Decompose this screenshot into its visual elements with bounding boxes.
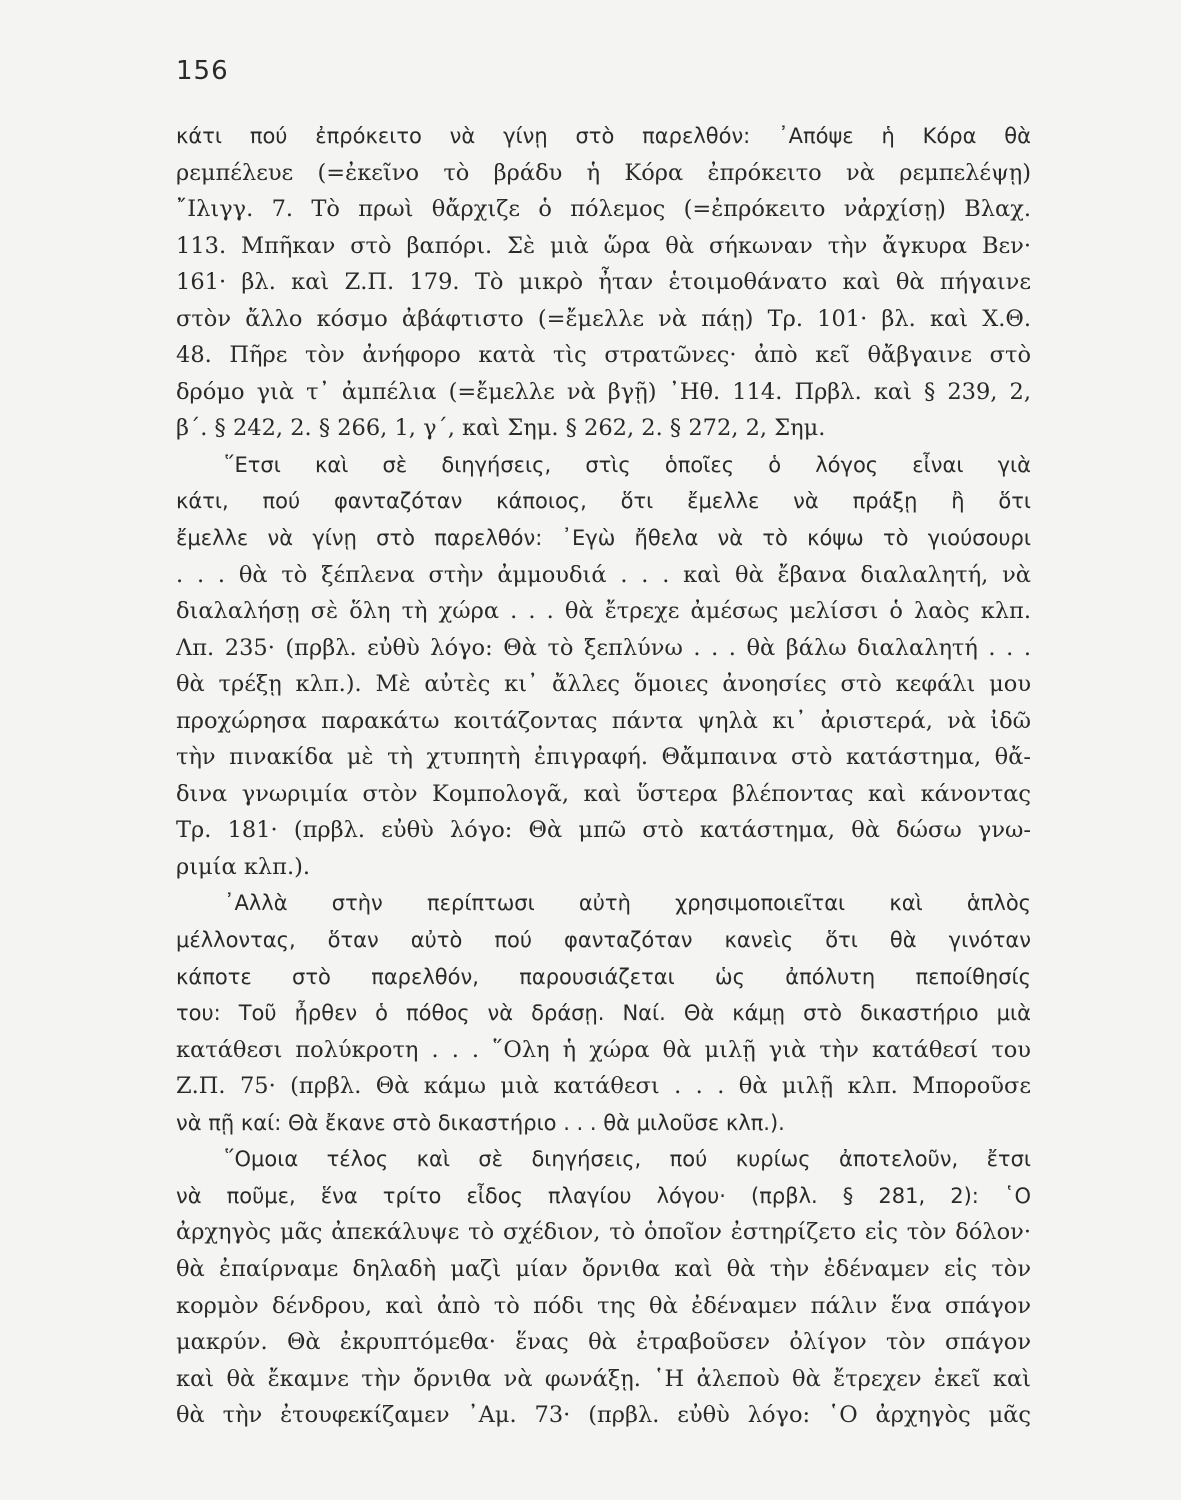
text-line: κάτι, πού φανταζόταν κάποιος, ὅτι ἔμελλε νὰ πράξῃ ἢ ὅτι xyxy=(176,489,1031,514)
text-line: ῎Ιλιγγ. 7. Τὸ πρωὶ θἄρχιζε ὁ πόλεμος (=ἐπρόκειτο νἀρχίσῃ) Βλαχ. xyxy=(176,196,1031,223)
text-line: στὸν ἄλλο κόσμο ἀβάφτιστο (=ἔμελλε νὰ πάῃ) Τρ. 101· βλ. καὶ Χ.Θ. xyxy=(176,305,1031,332)
text-line: 48. Πῆρε τὸν ἀνήφορο κατὰ τὶς στρατῶνες· ἀπὸ κεῖ θἄβγαινε στὸ xyxy=(176,342,1031,369)
text-line: Λπ. 235· (πρβλ. εὐθὺ λόγο: Θὰ τὸ ξεπλύνω . . . θὰ βάλω διαλαλητή . . . xyxy=(176,634,1031,661)
text-line: Τρ. 181· (πρβλ. εὐθὺ λόγο: Θὰ μπῶ στὸ κατάστημα, θὰ δώσω γνω- xyxy=(176,817,1031,844)
text-line: . . . θὰ τὸ ξέπλενα στὴν ἀμμουδιά . . . καὶ θὰ ἔβανα διαλαλητή, νὰ xyxy=(176,561,1031,588)
text-line: β΄. § 242, 2. § 266, 1, γ΄, καὶ Σημ. § 262, 2. § 272, 2, Σημ. xyxy=(176,415,826,442)
text-line: θὰ ἐπαίρναμε δηλαδὴ μαζὶ μίαν ὄρνιθα καὶ θὰ τὴν ἐδέναμεν εἰς τὸν xyxy=(176,1255,1031,1282)
text-line: ῞Ομοια τέλος καὶ σὲ διηγήσεις, πού κυρίως ἀποτελοῦν, ἔτσι xyxy=(224,1147,1031,1172)
text-line: θὰ τρέξῃ κλπ.). Μὲ αὐτὲς κι᾿ ἄλλες ὅμοιες ἀνοησίες στὸ κεφάλι μου xyxy=(176,671,1031,698)
text-line: ριμία κλπ.). xyxy=(176,853,311,880)
text-line: ἀρχηγὸς μᾶς ἀπεκάλυψε τὸ σχέδιον, τὸ ὁποῖον ἐστηρίζετο εἰς τὸν δόλον· xyxy=(176,1219,1031,1246)
text-line: κατάθεσι πολύκροτη . . . ῞Ολη ἡ χώρα θὰ μιλῇ γιὰ τὴν κατάθεσί του xyxy=(176,1036,1031,1063)
text-line: θὰ τὴν ἐτουφεκίζαμεν ᾿Αμ. 73· (πρβλ. εὐθὺ λόγο: ῾Ο ἀρχηγὸς μᾶς xyxy=(176,1402,1031,1429)
text-line: ῞Ετσι καὶ σὲ διηγήσεις, στὶς ὁποῖες ὁ λόγος εἶναι γιὰ xyxy=(224,452,1031,477)
text-line: διαλαλήσῃ σὲ ὅλη τὴ χώρα . . . θὰ ἔτρεχε ἀμέσως μελίσσι ὁ λαὸς κλπ. xyxy=(176,598,1031,625)
text-line: ἔμελλε νὰ γίνῃ στὸ παρελθόν: ᾿Εγὼ ἤθελα νὰ τὸ κόψω τὸ γιούσουρι xyxy=(176,526,1031,551)
text-line: τὴν πινακίδα μὲ τὴ χτυπητὴ ἐπιγραφή. Θἄμπαινα στὸ κατάστημα, θἄ- xyxy=(176,744,1031,771)
text-line: δρόμο γιὰ τ᾿ ἀμπέλια (=ἔμελλε νὰ βγῇ) ᾿Ηθ. 114. Πρβλ. καὶ § 239, 2, xyxy=(176,378,1031,405)
text-line: προχώρησα παρακάτω κοιτάζοντας πάντα ψηλὰ κι᾿ ἀριστερά, νὰ ἰδῶ xyxy=(176,707,1031,734)
text-body xyxy=(176,118,1031,1434)
text-line: νὰ ποῦμε, ἕνα τρίτο εἶδος πλαγίου λόγου· (πρβλ. § 281, 2): ῾Ο xyxy=(176,1183,1031,1208)
text-line: του: Τοῦ ἦρθεν ὁ πόθος νὰ δράσῃ. Ναί. Θὰ κάμῃ στὸ δικαστήριο μιὰ xyxy=(176,1001,1031,1026)
text-line: 113. Μπῆκαν στὸ βαπόρι. Σὲ μιὰ ὥρα θὰ σήκωναν τὴν ἄγκυρα Βεν· xyxy=(176,232,1031,259)
text-line: δινα γνωριμία στὸν Κομπολογᾶ, καὶ ὕστερα βλέποντας καὶ κάνοντας xyxy=(176,780,1031,807)
text-line: καὶ θὰ ἔκαμνε τὴν ὄρνιθα νὰ φωνάξῃ. ῾Η ἀλεποὺ θὰ ἔτρεχεν ἐκεῖ καὶ xyxy=(176,1365,1031,1392)
text-line: μακρύν. Θὰ ἐκρυπτόμεθα· ἕνας θὰ ἐτραβοῦσεν ὀλίγον τὸν σπάγον xyxy=(176,1329,1031,1356)
text-line: Ζ.Π. 75· (πρβλ. Θὰ κάμω μιὰ κατάθεσι . . . θὰ μιλῇ κλπ. Μποροῦσε xyxy=(176,1073,1031,1100)
text-line: κορμὸν δένδρου, καὶ ἀπὸ τὸ πόδι της θὰ ἐδέναμεν πάλιν ἕνα σπάγον xyxy=(176,1292,1031,1319)
text-line: ᾿Αλλὰ στὴν περίπτωσι αὐτὴ χρησιμοποιεῖται καὶ ἁπλὸς xyxy=(224,891,1031,916)
text-line: ρεμπέλευε (=ἐκεῖνο τὸ βράδυ ἡ Κόρα ἐπρόκειτο νὰ ρεμπελέψῃ) xyxy=(176,159,1031,186)
text-line: κάποτε στὸ παρελθόν, παρουσιάζεται ὡς ἀπόλυτη πεποίθησίς xyxy=(176,964,1031,989)
page-number: 156 xyxy=(176,56,229,86)
text-line: κάτι πού ἐπρόκειτο νὰ γίνῃ στὸ παρελθόν: ᾿Απόψε ἡ Κόρα θὰ xyxy=(176,124,1031,148)
text-line: νὰ πῇ καί: Θὰ ἔκανε στὸ δικαστήριο . . . θὰ μιλοῦσε κλπ.). xyxy=(176,1110,785,1135)
text-line: μέλλοντας, ὅταν αὐτὸ πού φανταζόταν κανεὶς ὅτι θὰ γινόταν xyxy=(176,928,1031,953)
text-line: 161· βλ. καὶ Ζ.Π. 179. Τὸ μικρὸ ἦταν ἑτοιμοθάνατο καὶ θὰ πήγαινε xyxy=(176,269,1031,296)
